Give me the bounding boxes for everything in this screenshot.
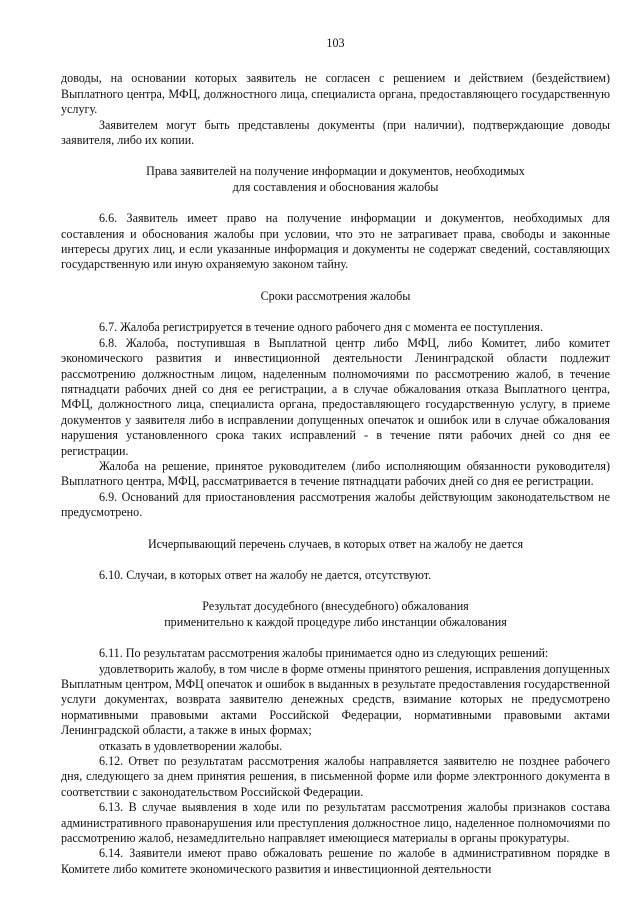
heading-result-line-2: применительно к каждой процедуре либо инстанции обжалования (164, 614, 507, 629)
heading-result (61, 599, 610, 630)
paragraph-6-13: 6.13. В случае выявления в ходе или по результатам рассмотрения жалобы признаков состава административного правонарушения или преступления должностное лицо, наделенное полномочиями по рассмотрению жалоб, незамедлительно направляет имеющиеся материалы в органы прокуратуры. (61, 800, 610, 846)
heading-exhaustive-list: Исчерпывающий перечень случаев, в которых ответ на жалобу не дается (147, 536, 524, 551)
paragraph-intro-2: Заявителем могут быть представлены документы (при наличии), подтверждающие доводы заявителя, либо их копии. (61, 117, 610, 148)
heading-rights (61, 164, 610, 195)
paragraph-6-6: 6.6. Заявитель имеет право на получение информации и документов, необходимых для составления и обоснования жалобы при условии, что это не затрагивает права, свободы и законные интересы других лиц, и если указанные информация и документы не содержат сведений, составляющих государственную или иную охраняемую законом тайну. (61, 211, 610, 272)
heading-result-line-1: Результат досудебного (внесудебного) обжалования (202, 599, 469, 614)
paragraph-6-7: 6.7. Жалоба регистрируется в течение одного рабочего дня с момента ее поступления. (99, 320, 543, 335)
page-number: 103 (326, 36, 345, 50)
heading-rights-line-1: Права заявителей на получение информации и документов, необходимых (146, 164, 525, 179)
paragraph-6-8: 6.8. Жалоба, поступившая в Выплатной центр либо МФЦ, либо Комитет, либо комитет экономического развития и инвестиционной деятельности Ленинградской области подлежит рассмотрению должностным лицом, наделенным полномочиями по рассмотрению жалоб, в течение пятнадцати рабочих дней со дня ее регистрации, а в случае обжалования отказа Выплатного центра, МФЦ, должностного лица, специалиста органа, предоставляющего государственную услугу, в приеме документов у заявителя либо в исправлении допущенных опечаток и ошибок или в случае обжалования нарушения установленного срока таких исправлений - в течение пяти рабочих дней со дня ее регистрации. (61, 335, 610, 458)
heading-terms: Сроки рассмотрения жалобы (260, 288, 411, 303)
paragraph-6-11-satisfy: удовлетворить жалобу, в том числе в форме отмены принятого решения, исправления допущенных Выплатным центром, МФЦ опечаток и ошибок в выданных в результате предоставления государственной услуги документах, возврата заявителю денежных средств, взимание которых не предусмотрено нормативными правовыми актами Российской Федерации, нормативными правовыми актами Ленинградской области, а также в иных формах; (61, 661, 610, 738)
paragraph-6-14: 6.14. Заявители имеют право обжаловать решение по жалобе в административном порядке в Комитете либо комитете экономического развития и инвестиционной деятельности (61, 846, 610, 876)
paragraph-intro-1: доводы, на основании которых заявитель не согласен с решением и действием (бездействием) Выплатного центра, МФЦ, должностного лица, специалиста органа, предоставляющего государственную услугу. (61, 71, 610, 117)
paragraph-6-9: 6.9. Оснований для приостановления рассмотрения жалобы действующим законодательством не предусмотрено. (61, 489, 610, 520)
paragraph-6-11-refuse: отказать в удовлетворении жалобы. (99, 738, 283, 753)
paragraph-6-11: 6.11. По результатам рассмотрения жалобы принимается одно из следующих решений: (99, 646, 549, 661)
heading-rights-line-2: для составления и обоснования жалобы (232, 179, 439, 194)
paragraph-6-10: 6.10. Случаи, в которых ответ на жалобу не дается, отсутствуют. (99, 567, 432, 582)
paragraph-6-12: 6.12. Ответ по результатам рассмотрения жалобы направляется заявителю не позднее рабочего дня, следующего за днем принятия решения, в письменной форме или форме электронного документа в соответствии с законодательством Российской Федерации. (61, 754, 610, 799)
paragraph-6-8-head-decision: Жалоба на решение, принятое руководителем (либо исполняющим обязанности руководителя) Выплатного центра, МФЦ, рассматривается в течение пятнадцати рабочих дней со дня ее регистрации. (61, 458, 610, 489)
